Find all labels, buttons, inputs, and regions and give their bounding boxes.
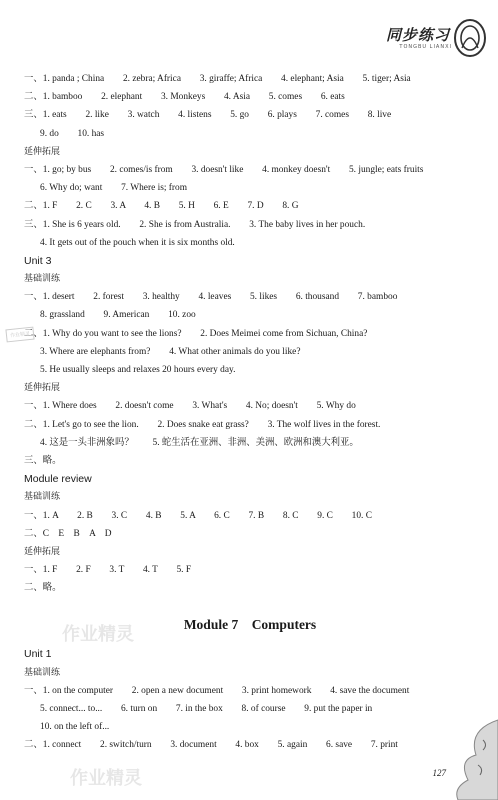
answer-line: 一、1. F 2. F 3. T 4. T 5. F <box>24 565 192 576</box>
answer-line: 三、1. eats 2. like 3. watch 4. listens 5. go 6. plays 7. comes 8. live <box>24 110 392 121</box>
unit-heading: Module review <box>24 473 92 486</box>
answer-line: 二、1. F 2. C 3. A 4. B 5. H 6. E 7. D 8. G <box>24 201 299 212</box>
module-title: Module 7 Computers <box>183 617 317 633</box>
unit-heading: Unit 1 <box>24 648 52 661</box>
section-heading: 基础训练 <box>24 667 61 678</box>
answer-line: 二、1. connect 2. switch/turn 3. document 4. box 5. again 6. save 7. print <box>24 740 398 751</box>
section-heading: 基础训练 <box>24 492 61 503</box>
answer-line: 6. Why do; want 7. Where is; from <box>40 183 188 194</box>
answer-line: 5. He usually sleeps and relaxes 20 hours every day. <box>40 365 236 375</box>
answer-line: 一、1. desert 2. forest 3. healthy 4. leaves 5. likes 6. thousand 7. bamboo <box>24 292 398 303</box>
watermark-text: 作业精灵 <box>62 624 134 645</box>
dragon-decoration-icon <box>428 700 498 800</box>
section-heading: 延伸拓展 <box>24 146 61 157</box>
answer-line: 二、1. bamboo 2. elephant 3. Monkeys 4. Asia 5. comes 6. eats <box>24 92 345 103</box>
answer-line: 三、略。 <box>24 455 62 466</box>
answer-line: 二、C E B A D <box>24 528 112 539</box>
swirl-emblem-icon <box>452 18 488 58</box>
answer-line: 10. on the left of... <box>40 722 110 733</box>
answer-line: 一、1. Where does 2. doesn't come 3. What's 4. No; doesn't 5. Why do <box>24 401 356 412</box>
answer-line: 5. connect... to... 6. turn on 7. in the box 8. of course 9. put the paper in <box>40 704 373 714</box>
answer-line: 一、1. on the computer 2. open a new document 3. print homework 4. save the document <box>24 685 410 696</box>
answer-line: 3. Where are elephants from? 4. What other animals do you like? <box>40 346 301 357</box>
section-heading: 基础训练 <box>24 274 61 285</box>
header-logo <box>382 10 492 56</box>
answer-line: 8. grassland 9. American 10. zoo <box>40 310 196 321</box>
answer-content <box>24 70 476 755</box>
header-subtitle: TONGBU LIANXI <box>399 44 452 50</box>
answer-line: 三、1. She is 6 years old. 2. She is from Australia. 3. The baby lives in her pouch. <box>24 219 366 230</box>
answer-line: 4. 这是一头非洲象吗？ 5. 蛇生活在亚洲、非洲、美洲、欧洲和澳大利亚。 <box>40 437 359 448</box>
unit-heading: Unit 3 <box>24 254 52 267</box>
header-title: 同步练习 <box>385 26 450 44</box>
answer-line: 9. do 10. has <box>40 128 105 139</box>
answer-line: 一、1. A 2. B 3. C 4. B 5. A 6. C 7. B 8. C 9. C 10. C <box>24 510 372 521</box>
watermark-text-bottom: 作业精灵 <box>70 768 142 789</box>
answer-line: 4. It gets out of the pouch when it is six months old. <box>40 237 235 248</box>
answer-line: 一、1. go; by bus 2. comes/is from 3. doesn't like 4. monkey doesn't 5. jungle; eats fruits <box>24 164 424 175</box>
section-heading: 延伸拓展 <box>24 383 61 394</box>
answer-line: 一、1. panda ; China 2. zebra; Africa 3. giraffe; Africa 4. elephant; Asia 5. tiger; Asia <box>24 74 411 84</box>
section-heading: 延伸拓展 <box>24 546 61 557</box>
answer-line: 二、1. Let's go to see the lion. 2. Does snake eat grass? 3. The wolf lives in the forest. <box>24 419 381 430</box>
page-number: 127 <box>432 768 446 778</box>
answer-line: 二、1. Why do you want to see the lions? 2. Does Meimei come from Sichuan, China? <box>24 328 368 339</box>
answer-line: 二、略。 <box>24 583 62 594</box>
stamp-text: 作业精灵 <box>9 330 31 340</box>
